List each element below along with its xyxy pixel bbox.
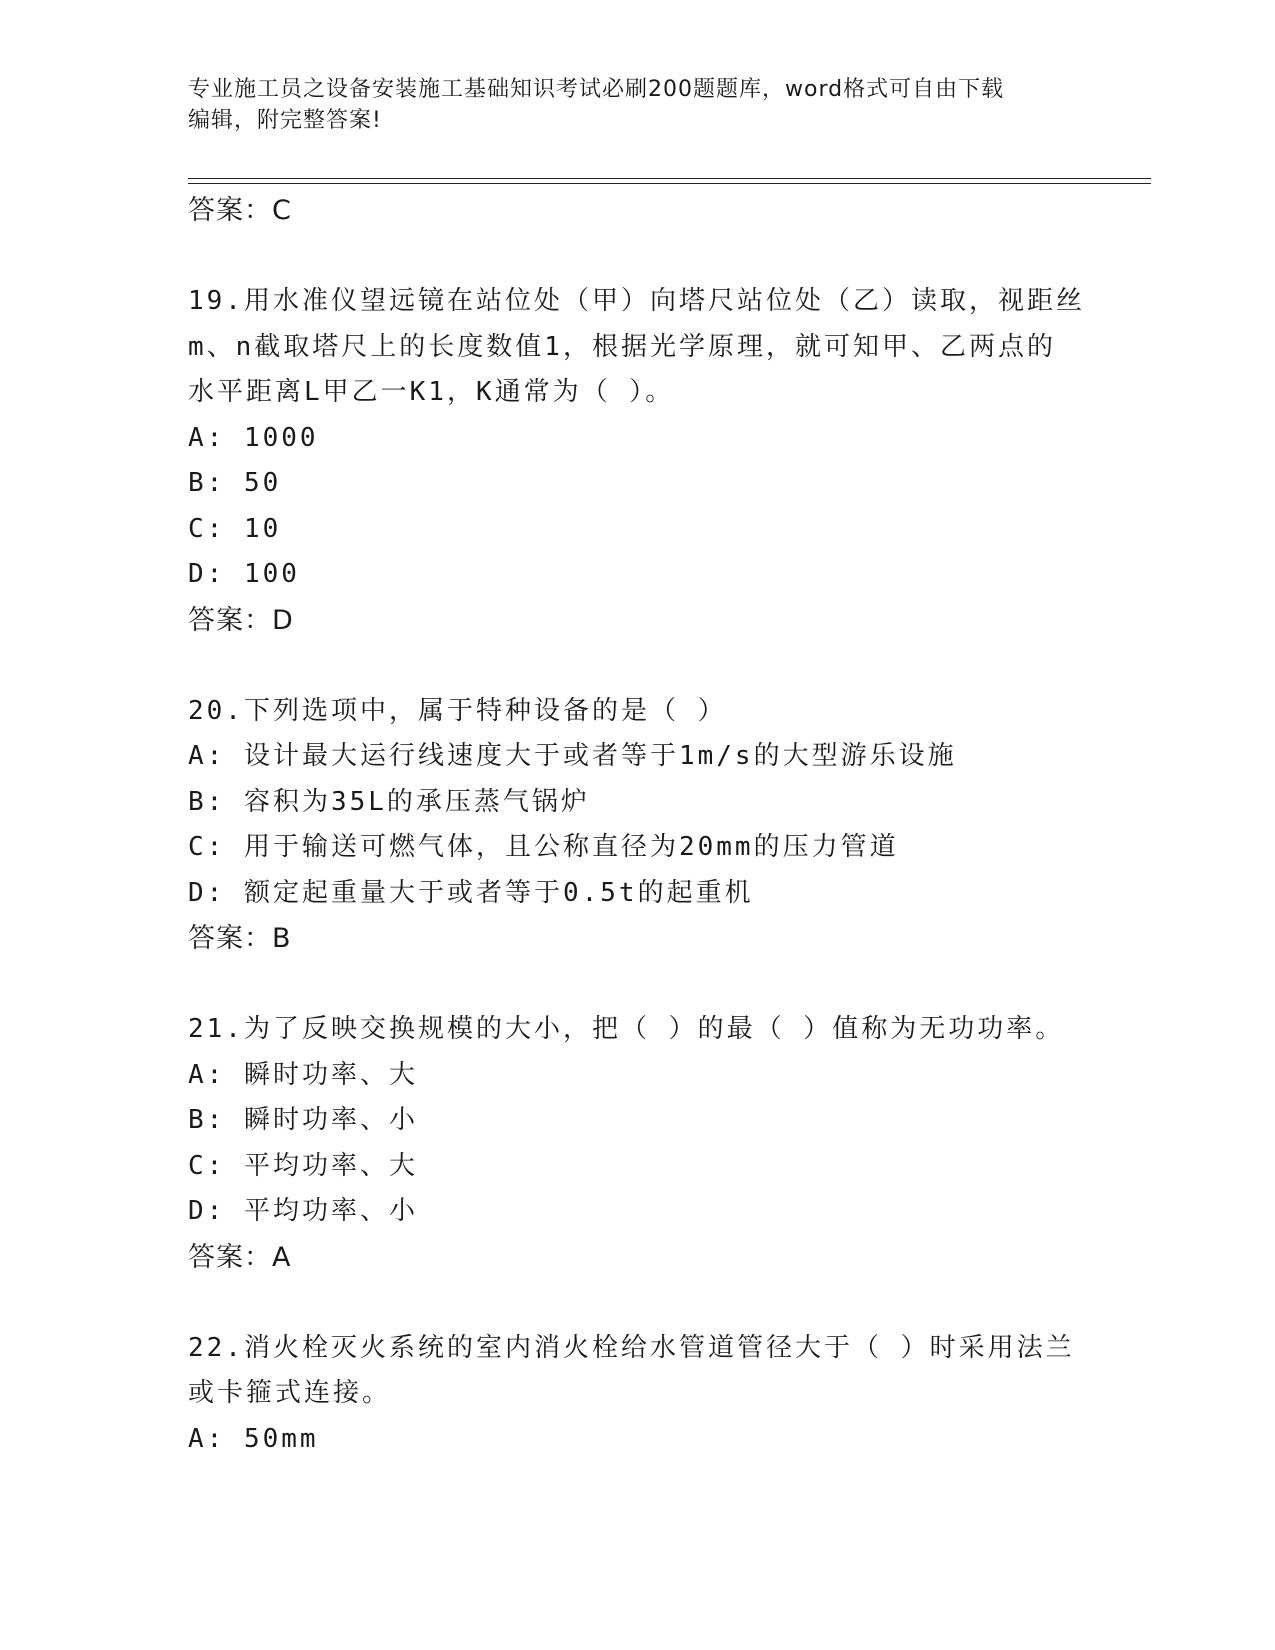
question-19-option-b: B: 50 [188,468,282,498]
question-19-stem-line-1: 19.用水准仪望远镜在站位处（甲）向塔尺站位处（乙）读取，视距丝 [188,286,1085,316]
question-20-stem-line-1: 20.下列选项中，属于特种设备的是（ ） [188,695,727,726]
spacer [188,1280,1088,1326]
question-20 [188,689,1088,962]
question-21-option-d: D: 平均功率、小 [188,1196,418,1226]
question-22-option-a: A: 50mm [188,1423,319,1454]
question-19-stem-line-2: m、n截取塔尺上的长度数值1，根据光学原理，就可知甲、乙两点的 [188,331,1056,362]
question-20-answer: 答案：B [188,923,292,954]
spacer [188,233,1088,279]
question-21 [188,1007,1088,1280]
document-header [188,74,1088,136]
question-21-answer: 答案：A [188,1241,292,1273]
spacer [188,643,1088,689]
question-21-option-a: A: 瞬时功率、大 [188,1059,418,1090]
question-20-option-d: D: 额定起重量大于或者等于0.5t的起重机 [188,877,754,908]
question-20-option-c: C: 用于输送可燃气体，且公称直径为20mm的压力管道 [188,832,899,862]
header-title-line-1: 专业施工员之设备安装施工基础知识考试必刷200题题库，word格式可自由下载 [188,77,1005,102]
question-21-option-c: C: 平均功率、大 [188,1150,418,1181]
question-19-option-c: C: 10 [188,513,282,544]
question-19-option-d: D: 100 [188,559,300,589]
previous-answer: 答案：C [188,195,292,226]
spacer [188,961,1088,1007]
question-22 [188,1326,1088,1463]
question-22-stem-line-2: 或卡箍式连接。 [188,1378,392,1408]
question-list [188,188,1088,1462]
question-20-option-a: A: 设计最大运行线速度大于或者等于1m/s的大型游乐设施 [188,741,957,771]
question-22-stem-line-1: 22.消火栓灭火系统的室内消火栓给水管道管径大于（ ）时采用法兰 [188,1332,1075,1363]
question-19-stem-line-3: 水平距离L甲乙一K1，K通常为（ ）。 [188,377,675,407]
question-19-option-a: A: 1000 [188,422,319,453]
question-21-stem-line-1: 21.为了反映交换规模的大小，把（ ）的最（ ）值称为无功功率。 [188,1014,1065,1044]
question-20-option-b: B: 容积为35L的承压蒸气锅炉 [188,786,590,817]
header-title-line-2: 编辑，附完整答案! [188,108,382,133]
header-rule-top [188,178,1151,179]
question-19-answer: 答案：D [188,604,294,636]
question-19 [188,279,1088,643]
header-rule-bottom [188,183,1151,184]
question-21-option-b: B: 瞬时功率、小 [188,1105,418,1135]
